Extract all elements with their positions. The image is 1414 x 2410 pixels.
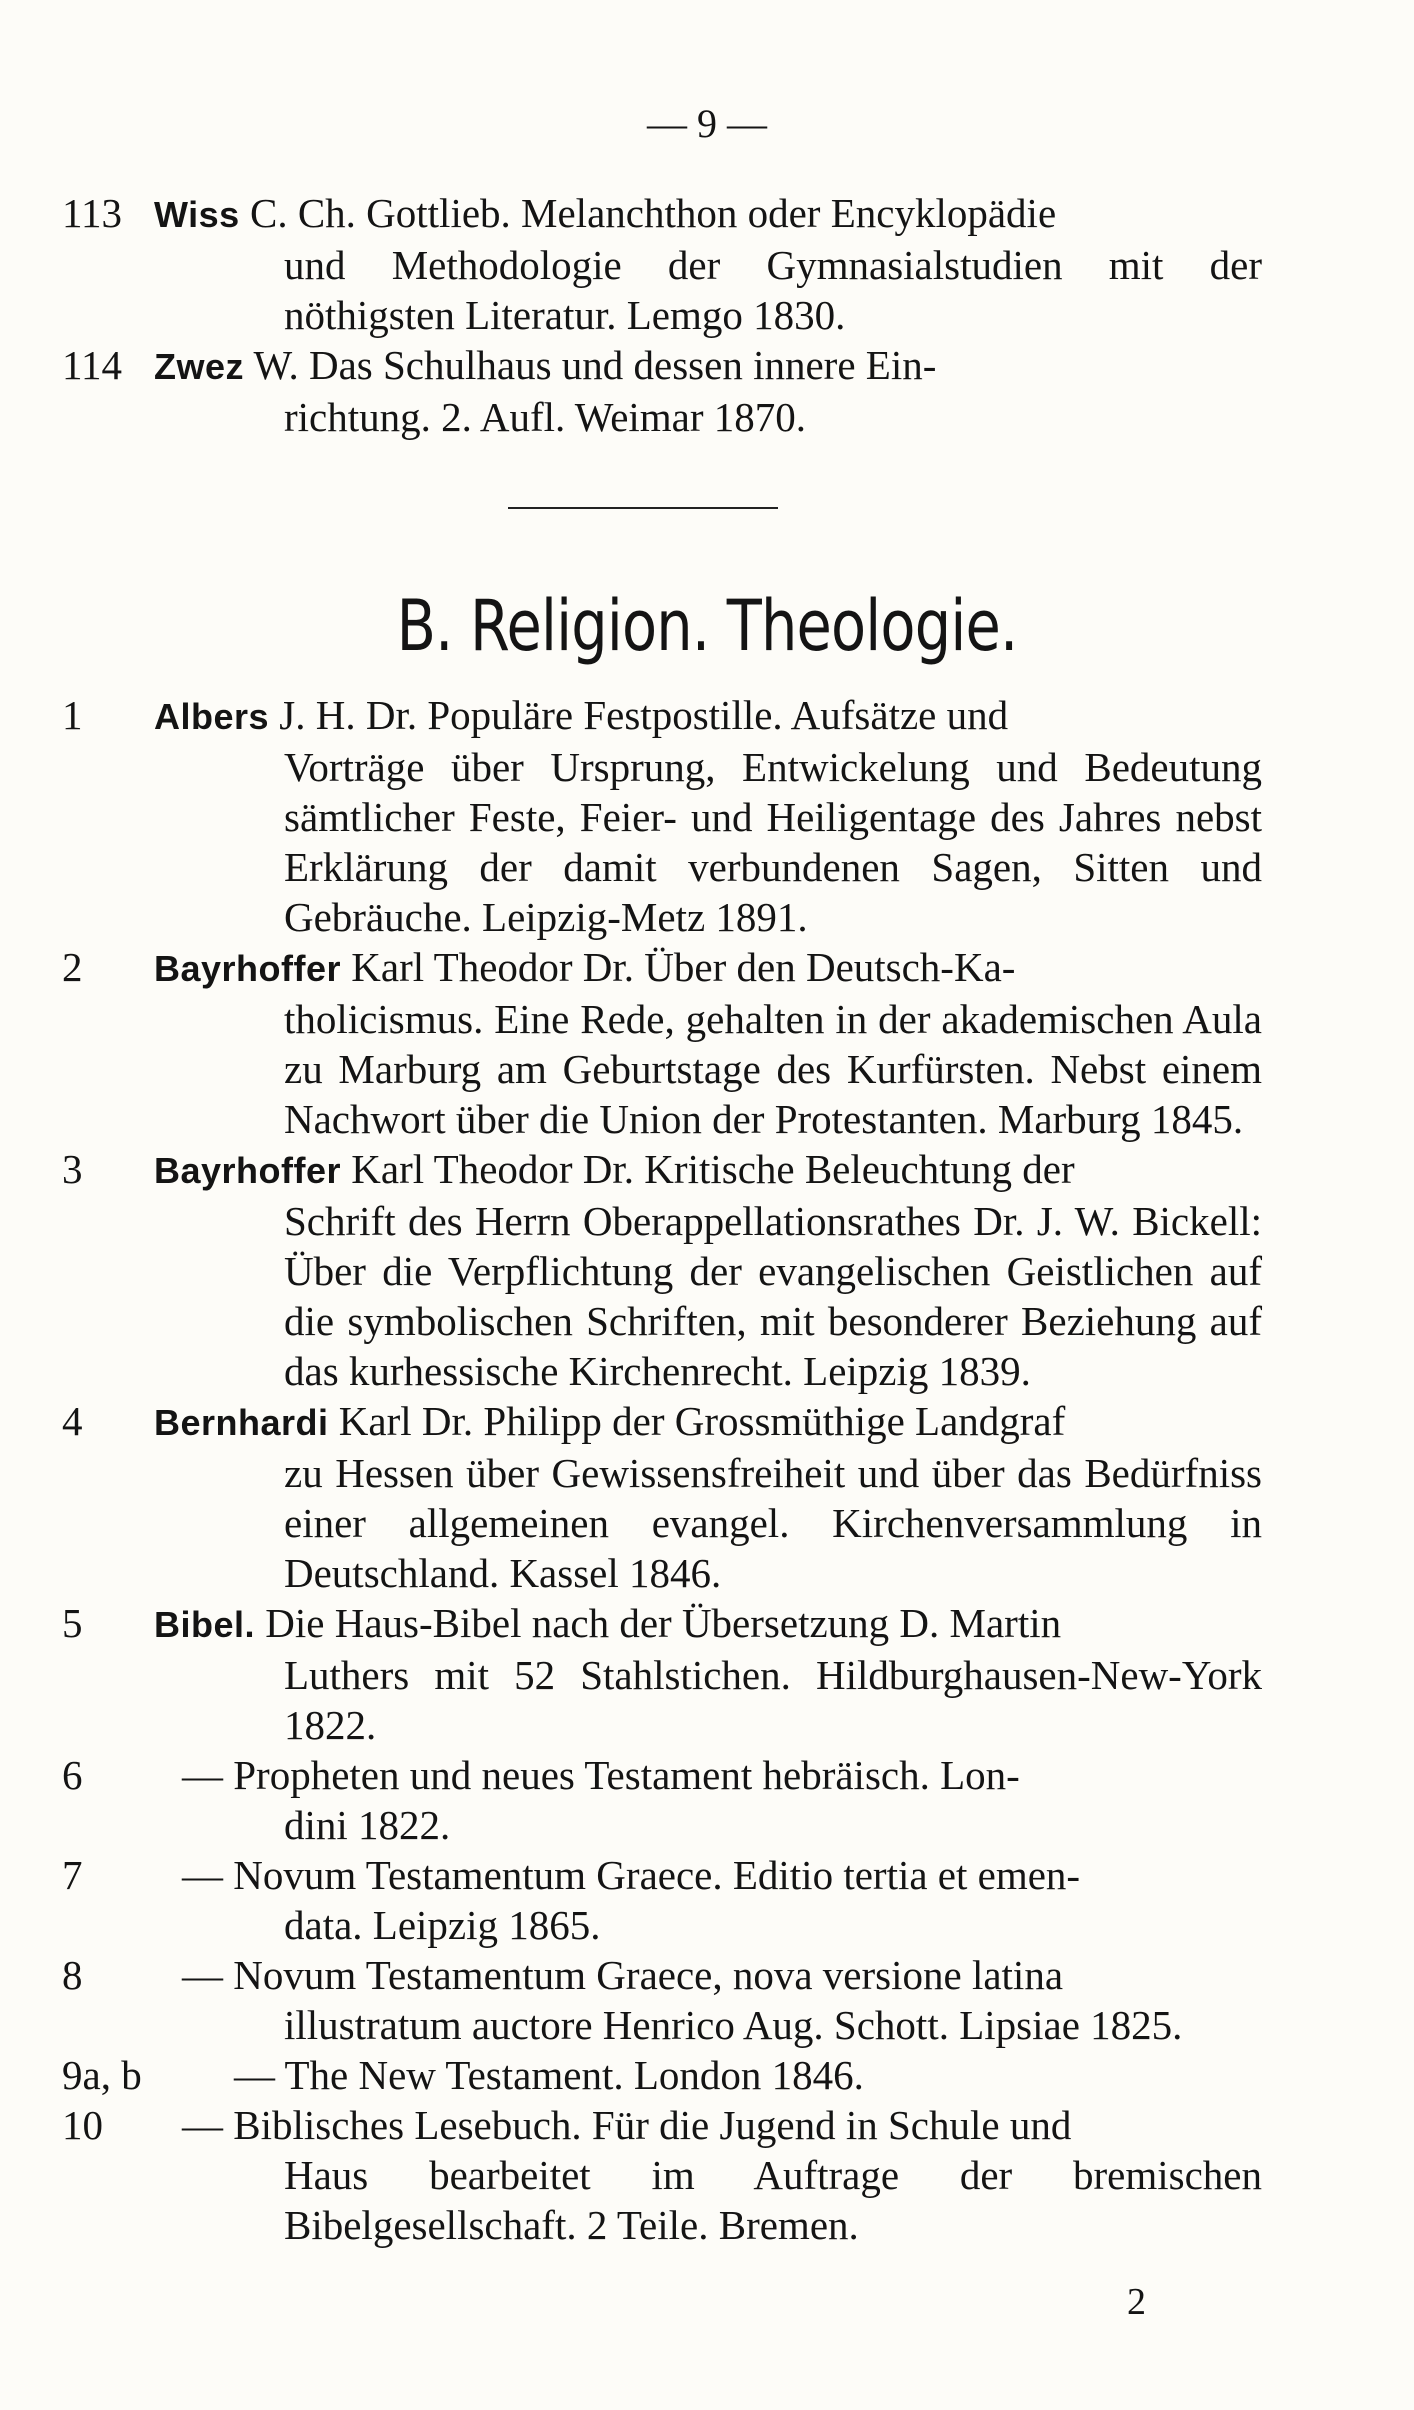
entry-rest: Vorträge über Ursprung, Entwickelung und Bedeutung sämtlicher Feste, Feier- und Heiligentage des Jahres nebst Erklärung der damit verbundenen Sagen, Sitten und Gebräuche. Leipzig-Metz 1891. bbox=[284, 744, 1262, 940]
entry-rest: tholicismus. Eine Rede, gehalten in der akademischen Aula zu Marburg am Geburtstage des Kurfürsten. Nebst einem Nachwort über die Union der Protestanten. Marburg 1845. bbox=[284, 996, 1262, 1142]
entry-1 bbox=[62, 690, 1262, 942]
entry-9ab bbox=[62, 2050, 1262, 2100]
entry-7 bbox=[62, 1850, 1262, 1950]
entry-rest: dini 1822. bbox=[284, 1802, 451, 1848]
entry-6 bbox=[62, 1750, 1262, 1850]
entry-first-text: J. H. Dr. Populäre Festpostille. Aufsätze und bbox=[279, 692, 1009, 738]
entry-first-text: Karl Theodor Dr. Über den Deutsch-Ka- bbox=[351, 944, 1016, 990]
entry-113 bbox=[62, 188, 1262, 340]
entry-first-line: — Biblisches Lesebuch. Für die Jugend in Schule und bbox=[182, 2102, 1072, 2148]
section-divider bbox=[508, 507, 778, 509]
entry-rest: Haus bearbeitet im Auftrage der bremischen Bibelgesellschaft. 2 Teile. Bremen. bbox=[284, 2152, 1262, 2248]
entries-religion bbox=[62, 690, 1262, 2250]
entry-number: 5 bbox=[62, 1600, 83, 1646]
entry-number: 10 bbox=[62, 2102, 103, 2148]
entry-rest: richtung. 2. Aufl. Weimar 1870. bbox=[284, 394, 807, 440]
entry-first-text: W. Das Schulhaus und dessen innere Ein- bbox=[253, 342, 937, 388]
entry-10 bbox=[62, 2100, 1262, 2250]
entry-rest: Schrift des Herrn Oberappellationsrathes Dr. J. W. Bickell: Über die Verpflichtung der evangelischen Geistlichen auf die symbolischen Schriften, mit besonderer Beziehung auf das kurhessische Kirchenrecht. Leipzig 1839. bbox=[284, 1198, 1262, 1394]
entry-author: Bayrhoffer bbox=[154, 1150, 342, 1191]
entry-first-text: Die Haus-Bibel nach der Übersetzung D. Martin bbox=[265, 1600, 1062, 1646]
entry-rest: und Methodologie der Gymnasialstudien mit der nöthigsten Literatur. Lemgo 1830. bbox=[284, 242, 1262, 338]
entry-114 bbox=[62, 340, 1262, 442]
entry-first-line: — Novum Testamentum Graece. Editio tertia et emen- bbox=[182, 1852, 1081, 1898]
entry-author: Bayrhoffer bbox=[154, 948, 342, 989]
entry-3 bbox=[62, 1144, 1262, 1396]
signature-mark: 2 bbox=[1127, 2281, 1146, 2323]
entry-author: Bernhardi bbox=[154, 1402, 329, 1443]
entry-number: 3 bbox=[62, 1146, 83, 1192]
entry-first-line bbox=[154, 1144, 1262, 1196]
entry-first-line: — The New Testament. London 1846. bbox=[234, 2052, 864, 2098]
entry-author: Zwez bbox=[154, 346, 245, 387]
entry-number: 7 bbox=[62, 1852, 83, 1898]
entry-number: 1 bbox=[62, 692, 83, 738]
entry-author: Wiss bbox=[154, 194, 240, 235]
entry-rest: data. Leipzig 1865. bbox=[284, 1902, 601, 1948]
entry-number: 2 bbox=[62, 944, 83, 990]
entry-first-line: — Propheten und neues Testament hebräisch. Lon- bbox=[182, 1752, 1020, 1798]
entry-first-line bbox=[154, 1598, 1262, 1650]
entry-author: Albers bbox=[154, 696, 270, 737]
entry-number: 113 bbox=[62, 190, 122, 236]
entry-number: 4 bbox=[62, 1398, 83, 1444]
entry-first-line bbox=[154, 1396, 1262, 1448]
entry-first-text: Karl Theodor Dr. Kritische Beleuchtung der bbox=[351, 1146, 1075, 1192]
entry-rest: Luthers mit 52 Stahlstichen. Hildburghausen-New-York 1822. bbox=[284, 1652, 1262, 1748]
entry-number: 8 bbox=[62, 1952, 83, 1998]
entry-first-line bbox=[154, 340, 1262, 392]
entry-5 bbox=[62, 1598, 1262, 1750]
entry-number: 9a, b bbox=[62, 2052, 142, 2098]
entry-author: Bibel. bbox=[154, 1604, 256, 1645]
page-number: — 9 — bbox=[647, 101, 767, 146]
entry-rest: zu Hessen über Gewissensfreiheit und über das Bedürfniss einer allgemeinen evangel. Kirchenversammlung in Deutschland. Kassel 1846. bbox=[284, 1450, 1262, 1596]
entry-first-line bbox=[154, 690, 1262, 742]
entry-first-text: Karl Dr. Philipp der Grossmüthige Landgraf bbox=[338, 1398, 1066, 1444]
entry-number: 6 bbox=[62, 1752, 83, 1798]
entry-2 bbox=[62, 942, 1262, 1144]
entry-first-line: — Novum Testamentum Graece, nova versione latina bbox=[182, 1952, 1064, 1998]
entry-first-line bbox=[154, 942, 1262, 994]
entry-number: 114 bbox=[62, 342, 122, 388]
entry-4 bbox=[62, 1396, 1262, 1598]
entry-8 bbox=[62, 1950, 1262, 2050]
section-heading: B. Religion. Theologie. bbox=[396, 585, 1018, 667]
entries-top bbox=[62, 188, 1262, 442]
entry-first-line bbox=[154, 188, 1262, 240]
entry-rest: illustratum auctore Henrico Aug. Schott. Lipsiae 1825. bbox=[284, 2002, 1183, 2048]
entry-first-text: C. Ch. Gottlieb. Melanchthon oder Encyklopädie bbox=[249, 190, 1057, 236]
